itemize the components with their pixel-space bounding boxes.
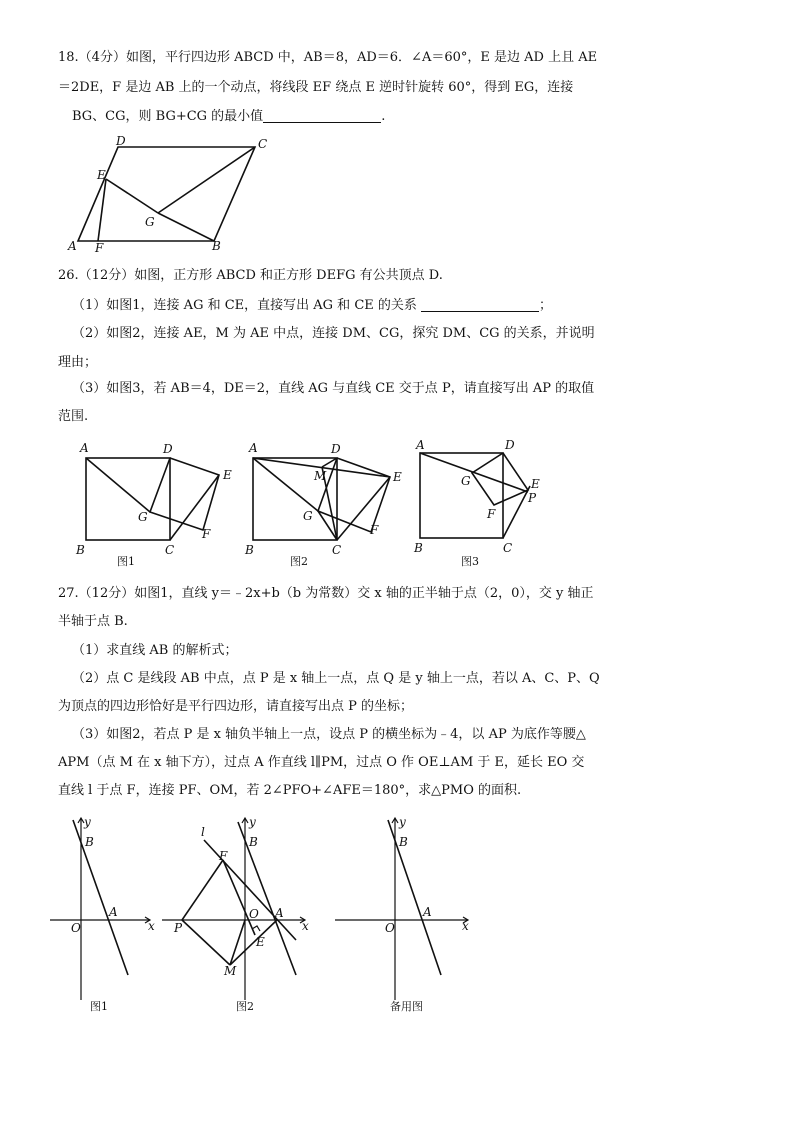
- label-b: B: [212, 239, 221, 253]
- label-f: F: [487, 507, 496, 521]
- line-l: [204, 840, 296, 940]
- q18-line-1: 18.（4分）如图，平行四边形 ABCD 中，AB＝8，AD＝6．∠A＝60°，E 是边 AD 上且 AE: [58, 50, 598, 65]
- answer-blank: [263, 108, 381, 123]
- figure-3-caption: 图3: [461, 555, 479, 568]
- segment-ae: [253, 458, 390, 477]
- q26-line-4: 理由；: [58, 355, 98, 370]
- parallelogram-abcd: [78, 147, 255, 241]
- label-y: y: [249, 815, 256, 829]
- line-ce: [503, 486, 530, 538]
- y-axis-arrow: [78, 818, 84, 823]
- square-abcd: [253, 458, 337, 540]
- x-axis-arrow: [145, 917, 150, 923]
- label-b: B: [249, 835, 258, 849]
- q27-figure-spare: [335, 815, 469, 1013]
- label-o: O: [71, 921, 81, 935]
- q27-figure-1: [50, 815, 155, 1013]
- label-b: B: [399, 835, 408, 849]
- q26-figure-1: [75, 441, 232, 568]
- x-axis-arrow: [300, 917, 305, 923]
- line-ab: [238, 822, 296, 975]
- q27-line-7: APM（点 M 在 x 轴下方），过点 A 作直线 l∥PM，过点 O 作 OE⊥AM 于 E，延长 EO 交: [58, 755, 585, 770]
- figure-1-caption: 图1: [117, 555, 135, 568]
- segment-eg: [106, 179, 158, 213]
- label-a: A: [68, 239, 77, 253]
- right-angle-mark: [252, 926, 260, 931]
- label-a: A: [416, 438, 425, 452]
- label-o: O: [249, 907, 259, 921]
- label-d: D: [505, 438, 515, 452]
- label-g: G: [461, 474, 471, 488]
- label-e: E: [223, 468, 232, 482]
- label-m: M: [224, 964, 237, 978]
- segment-mo: [230, 920, 245, 965]
- label-d: D: [331, 442, 341, 456]
- x-axis-arrow: [463, 917, 468, 923]
- square-defg: [150, 458, 219, 530]
- label-c: C: [258, 137, 268, 151]
- label-b: B: [245, 543, 254, 557]
- segment-ag: [253, 458, 318, 511]
- label-d: D: [163, 442, 173, 456]
- q26-line-2: [72, 297, 552, 315]
- label-c: C: [165, 543, 175, 557]
- label-a: A: [80, 441, 89, 455]
- q26-figure-2: [244, 441, 402, 568]
- label-x: x: [148, 919, 155, 933]
- segment-mc: [322, 467, 337, 540]
- q27-line-5: 为顶点的四边形恰好是平行四边形，请直接写出点 P 的坐标；: [58, 699, 414, 714]
- square-defg: [472, 453, 528, 505]
- label-g: G: [138, 510, 148, 524]
- label-e: E: [393, 470, 402, 484]
- q26-line-6: 范围.: [58, 409, 89, 424]
- q18-line-2: ＝2DE，F 是边 AB 上的一个动点，将线段 EF 绕点 E 逆时针旋转 60°，得到 EG，连接: [58, 80, 574, 95]
- q26-line-5: （3）如图3，若 AB＝4，DE＝2，直线 AG 与直线 CE 交于点 P，请直接写出 AP 的取值: [72, 381, 595, 396]
- label-e: E: [97, 168, 106, 182]
- label-x: x: [302, 919, 309, 933]
- segment-ce: [337, 477, 390, 540]
- label-c: C: [503, 541, 513, 555]
- label-f: F: [370, 523, 379, 537]
- label-c: C: [332, 543, 342, 557]
- q26-line-2-end: ；: [539, 298, 553, 313]
- q26-line-1: 26.（12分）如图，正方形 ABCD 和正方形 DEFG 有公共顶点 D.: [58, 268, 443, 283]
- q27-line-8: 直线 l 于点 F，连接 PF、OM，若 2∠PFO+∠AFE＝180°，求△PMO 的面积.: [58, 783, 522, 798]
- q27-line-2: 半轴于点 B.: [58, 614, 128, 629]
- square-abcd: [420, 453, 503, 538]
- line-ab: [388, 820, 441, 975]
- segment-gc: [318, 511, 337, 540]
- label-p: P: [528, 491, 537, 505]
- label-f: F: [95, 241, 104, 255]
- q18-line-3-end: .: [381, 109, 386, 124]
- y-axis-arrow: [392, 818, 398, 823]
- figure-2-caption: 图2: [236, 1000, 254, 1013]
- label-f: F: [202, 527, 211, 541]
- q26-line-3: （2）如图2，连接 AE，M 为 AE 中点，连接 DM、CG，探究 DM、CG 的关系，并说明: [72, 326, 595, 341]
- segment-ag: [86, 458, 150, 512]
- label-p: P: [174, 921, 183, 935]
- segment-pm: [182, 920, 230, 965]
- label-b: B: [414, 541, 423, 555]
- q27-line-1: 27.（12分）如图1，直线 y＝﹣2x+b（b 为常数）交 x 轴的正半轴于点（2，0），交 y 轴正: [58, 586, 594, 601]
- segment-ce: [170, 475, 219, 540]
- figure-1-caption: 图1: [90, 1000, 108, 1013]
- label-e: E: [256, 935, 265, 949]
- label-g: G: [303, 509, 313, 523]
- segment-pf: [182, 860, 223, 920]
- spare-figure-caption: 备用图: [390, 1000, 423, 1013]
- q18-line-3-text: BG、CG，则 BG+CG 的最小值: [72, 109, 264, 124]
- label-o: O: [385, 921, 395, 935]
- label-a: A: [109, 905, 118, 919]
- q18-line-3: [72, 108, 385, 126]
- segment-ef: [98, 179, 106, 241]
- segment-gb: [158, 213, 214, 241]
- segment-gc: [158, 147, 255, 213]
- q27-line-3: （1）求直线 AB 的解析式；: [72, 643, 238, 658]
- label-m: M: [314, 469, 327, 483]
- label-b: B: [76, 543, 85, 557]
- label-a: A: [275, 906, 284, 920]
- label-y: y: [84, 815, 91, 829]
- line-ag: [420, 453, 528, 492]
- square-defg: [318, 458, 390, 532]
- label-l: l: [201, 825, 205, 839]
- label-e: E: [531, 477, 540, 491]
- label-a: A: [249, 441, 258, 455]
- q26-figure-3: [413, 438, 540, 568]
- segment-fe: [223, 860, 255, 935]
- q27-figure-2: [162, 815, 309, 1013]
- figure-2-caption: 图2: [290, 555, 308, 568]
- answer-blank: [421, 297, 539, 312]
- q27-line-4: （2）点 C 是线段 AB 中点，点 P 是 x 轴上一点，点 Q 是 y 轴上一点，若以 A、C、P、Q: [72, 671, 600, 686]
- label-x: x: [462, 919, 469, 933]
- label-a: A: [423, 905, 432, 919]
- y-axis-arrow: [242, 818, 248, 823]
- label-g: G: [145, 215, 155, 229]
- label-y: y: [399, 815, 406, 829]
- q26-line-2-text: （1）如图1，连接 AG 和 CE，直接写出 AG 和 CE 的关系: [72, 298, 417, 313]
- label-b: B: [85, 835, 94, 849]
- segment-dm: [322, 458, 337, 467]
- q27-line-6: （3）如图2，若点 P 是 x 轴负半轴上一点，设点 P 的横坐标为﹣4，以 AP 为底作等腰△: [72, 727, 586, 742]
- line-ab: [73, 820, 128, 975]
- segment-ma: [230, 920, 277, 965]
- label-d: D: [116, 134, 126, 148]
- label-f: F: [219, 849, 228, 863]
- square-abcd: [86, 458, 170, 540]
